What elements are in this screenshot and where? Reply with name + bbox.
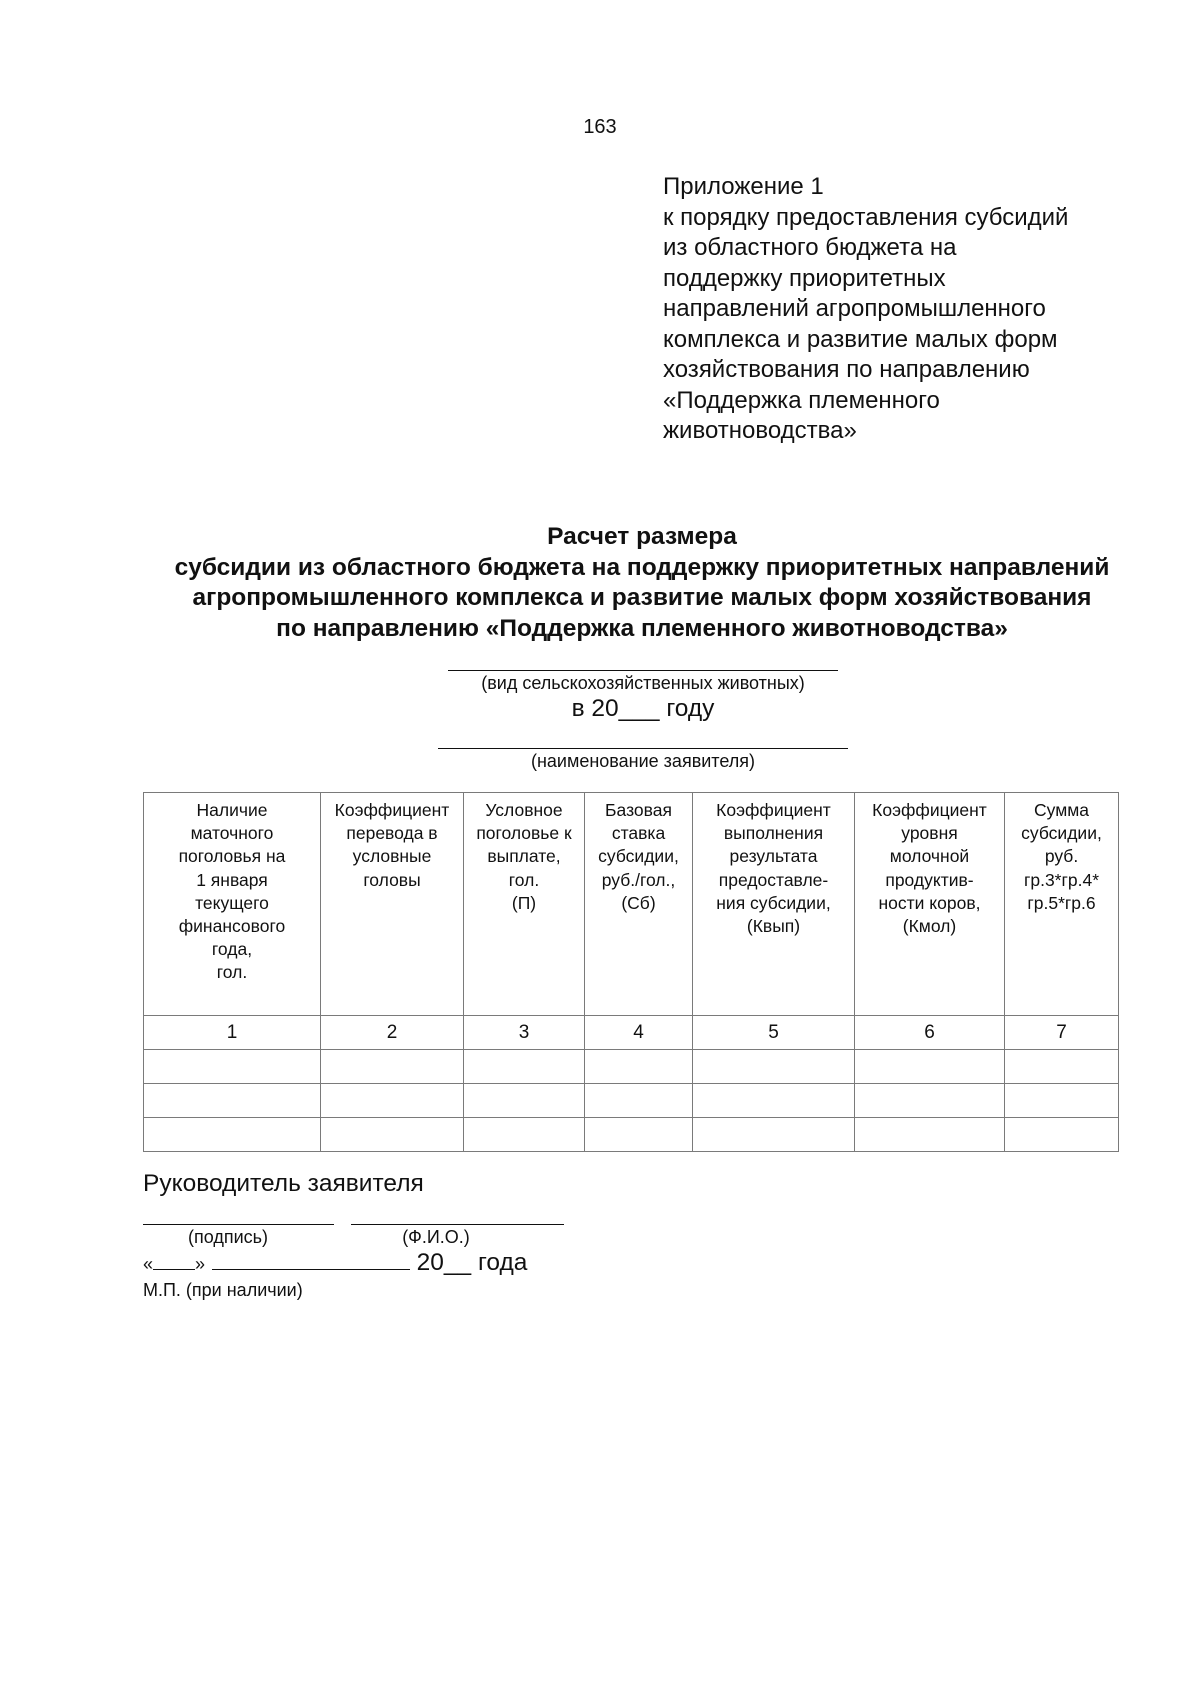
table-cell[interactable] xyxy=(464,1050,585,1084)
appendix-line: к порядку предоставления субсидий xyxy=(663,203,1069,231)
column-number-cell: 2 xyxy=(321,1016,464,1050)
header-cell xyxy=(464,793,585,1016)
day-fill-line[interactable] xyxy=(153,1249,195,1270)
table-cell[interactable] xyxy=(693,1084,855,1118)
table-header-row xyxy=(144,793,1119,1016)
title-line: по направлению «Поддержка племенного животноводства» xyxy=(276,614,1008,642)
column-number-cell: 6 xyxy=(855,1016,1005,1050)
year-line: в 20___ году xyxy=(571,695,715,722)
animal-type-fill-line[interactable] xyxy=(448,670,838,671)
header-cell xyxy=(1005,793,1119,1016)
appendix-line: из областного бюджета на xyxy=(663,234,957,261)
animal-type-caption: (вид сельскохозяйственных животных) xyxy=(481,673,805,693)
appendix-line: направлений агропромышленного xyxy=(663,295,1046,322)
applicant-name-fill-line[interactable] xyxy=(438,748,848,749)
appendix-block xyxy=(663,172,1133,447)
table-cell[interactable] xyxy=(585,1050,693,1084)
table-cell[interactable] xyxy=(693,1050,855,1084)
header-cell xyxy=(144,793,321,1016)
appendix-line: «Поддержка племенного xyxy=(663,386,940,414)
table-row xyxy=(144,1050,1119,1084)
appendix-line: хозяйствования по направлению xyxy=(663,356,1030,383)
table-cell[interactable] xyxy=(855,1084,1005,1118)
header-cell xyxy=(855,793,1005,1016)
table-row xyxy=(144,1118,1119,1152)
title-line: агропромышленного комплекса и развитие малых форм хозяйствования xyxy=(192,584,1092,611)
column-number-cell: 5 xyxy=(693,1016,855,1050)
table-cell[interactable] xyxy=(1005,1118,1119,1152)
table-cell[interactable] xyxy=(1005,1084,1119,1118)
seal-note: М.П. (при наличии) xyxy=(143,1280,303,1300)
appendix-line: Приложение 1 xyxy=(663,173,824,200)
title-line: субсидии из областного бюджета на поддержку приоритетных направлений xyxy=(174,553,1110,581)
table-cell[interactable] xyxy=(464,1084,585,1118)
date-year: 20__ xyxy=(416,1249,472,1276)
signature-title: Руководитель заявителя xyxy=(143,1170,424,1197)
date-row xyxy=(143,1249,527,1277)
header-text: Наличие маточного поголовья на 1 января текущего финансового года, гол. xyxy=(178,800,286,983)
appendix-line: животноводства» xyxy=(663,417,857,444)
full-name-fill-line[interactable] xyxy=(351,1224,564,1225)
column-number-cell: 1 xyxy=(144,1016,321,1050)
header-text: Коэффициент перевода в условные головы xyxy=(334,800,450,890)
table-row xyxy=(144,1084,1119,1118)
table-cell[interactable] xyxy=(693,1118,855,1152)
header-cell xyxy=(321,793,464,1016)
table-cell[interactable] xyxy=(464,1118,585,1152)
table-cell[interactable] xyxy=(144,1084,321,1118)
table-cell[interactable] xyxy=(321,1050,464,1084)
header-text: Сумма субсидии, руб. гр.3*гр.4* гр.5*гр.6 xyxy=(1021,800,1102,913)
table-cell[interactable] xyxy=(855,1118,1005,1152)
table-cell[interactable] xyxy=(585,1118,693,1152)
table-cell[interactable] xyxy=(585,1084,693,1118)
applicant-name-caption: (наименование заявителя) xyxy=(530,751,756,771)
column-number-row xyxy=(144,1016,1119,1050)
table-cell[interactable] xyxy=(321,1118,464,1152)
header-text: Коэффициент выполнения результата предоставле- ния субсидии, (Квып) xyxy=(716,800,831,937)
table-cell[interactable] xyxy=(321,1084,464,1118)
column-number-cell: 3 xyxy=(464,1016,585,1050)
table-cell[interactable] xyxy=(144,1118,321,1152)
appendix-line: комплекса и развитие малых форм xyxy=(663,325,1058,353)
date-close-quote: » xyxy=(195,1254,206,1274)
header-text: Условное поголовье к выплате, гол. (П) xyxy=(476,800,572,913)
subsidy-calculation-table xyxy=(143,792,1119,1152)
table-cell[interactable] xyxy=(1005,1050,1119,1084)
header-text: Коэффициент уровня молочной продуктив- ности коров, (Кмол) xyxy=(872,800,987,937)
document-title xyxy=(0,522,1200,644)
header-text: Базовая ставка субсидии, руб./гол., (Сб) xyxy=(598,800,679,913)
signature-fill-line[interactable] xyxy=(143,1224,334,1225)
table-cell[interactable] xyxy=(144,1050,321,1084)
date-open-quote: « xyxy=(143,1254,154,1274)
signature-caption: (подпись) xyxy=(187,1227,269,1247)
page-number: 163 xyxy=(583,116,617,138)
appendix-line: поддержку приоритетных xyxy=(663,264,946,292)
column-number-cell: 7 xyxy=(1005,1016,1119,1050)
date-word: года xyxy=(477,1249,528,1276)
header-cell xyxy=(585,793,693,1016)
column-number-cell: 4 xyxy=(585,1016,693,1050)
full-name-caption: (Ф.И.О.) xyxy=(402,1227,470,1247)
header-cell xyxy=(693,793,855,1016)
month-fill-line[interactable] xyxy=(212,1249,410,1270)
table-cell[interactable] xyxy=(855,1050,1005,1084)
title-line: Расчет размера xyxy=(547,523,737,550)
